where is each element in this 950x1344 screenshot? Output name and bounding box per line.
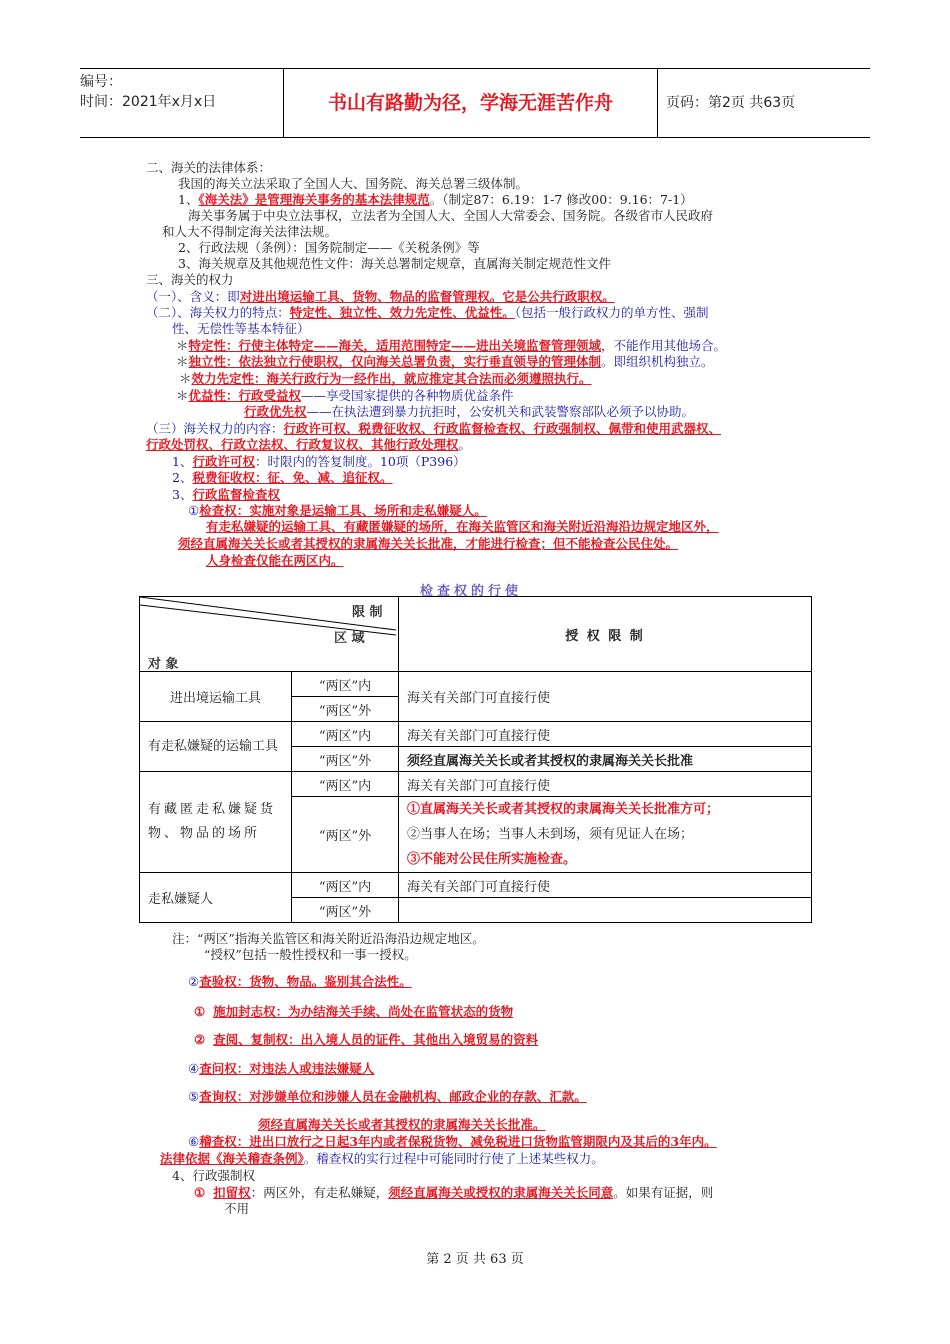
body-text: （三）海关权力的内容：行政许可权、税费征收权、行政监督检查权、行政强制权、佩带和使用武器权、 <box>146 421 722 436</box>
body-text: ＊优益性：行政受益权——享受国家提供的各种物质优益条件 <box>176 388 514 403</box>
body-text: ＊效力先定性：海关行政行为一经作出，就应推定其合法而必须遵照执行。 <box>179 371 592 386</box>
body-text: ① 施加封志权：为办结海关手续、尚处在监管状态的货物 <box>194 1004 514 1019</box>
row-object: 进出境运输工具 <box>140 672 292 722</box>
auth-line-3: ③不能对公民住所实施检查。 <box>407 852 577 867</box>
body-text: ①检查权：实施对象是运输工具、场所和走私嫌疑人。 <box>188 503 487 518</box>
zone-in: “两区”内 <box>292 772 399 797</box>
body-text: ②查验权：货物、物品。鉴别其合法性。 <box>188 974 412 989</box>
body-text: 有走私嫌疑的运输工具、有藏匿嫌疑的场所，在海关监管区和海关附近沿海沿边规定地区外， <box>206 519 719 534</box>
header-meta <box>80 69 280 140</box>
body-text: 2、行政法规（条例）：国务院制定——《关税条例》等 <box>178 240 480 255</box>
body-text: ④查问权：对违法人或违法嫌疑人 <box>188 1061 375 1076</box>
body-text: 不用 <box>224 1201 250 1216</box>
auth-cell-empty <box>399 898 812 923</box>
body-text: 我国的海关立法采取了全国人大、国务院、海关总署三级体制。 <box>178 176 529 191</box>
zone-out: “两区”外 <box>292 898 399 923</box>
zone-out: “两区”外 <box>292 797 399 873</box>
zone-in: “两区”内 <box>292 873 399 898</box>
section-heading: 三、海关的权力 <box>146 272 234 287</box>
page-header <box>80 68 870 138</box>
auth-header: 授 权 限 制 <box>399 597 812 672</box>
corner-object: 对 象 <box>148 657 179 672</box>
section-heading: 二、海关的法律体系： <box>146 160 272 175</box>
zone-out: “两区”外 <box>292 747 399 772</box>
page-footer: 第 2 页 共 63 页 <box>426 1252 524 1267</box>
zone-in: “两区”内 <box>292 722 399 747</box>
auth-line-2: ②当事人在场；当事人未到场，须有见证人在场； <box>407 827 694 842</box>
zone-out: “两区”外 <box>292 697 399 722</box>
body-text: 须经直属海关关长或者其授权的隶属海关关长批准，才能进行检查；但不能检查公民住处。 <box>178 536 679 551</box>
body-text: ② 查阅、复制权：出入境人员的证件、其他出入境贸易的资料 <box>194 1032 539 1047</box>
inspection-table <box>139 596 812 923</box>
body-text: 和人大不得制定海关法律法规。 <box>162 224 338 239</box>
number-label: 编号： <box>80 74 122 90</box>
body-text: 3、海关规章及其他规范性文件：海关总署制定规章，直属海关制定规范性文件 <box>178 256 611 271</box>
note-text: 注：“两区”指海关监管区和海关附近沿海沿边规定地区。 <box>172 931 485 946</box>
body-text: ＊独立性：依法独立行使职权，仅向海关总署负责，实行垂直领导的管理体制。即组织机构独立。 <box>176 354 714 369</box>
auth-cell: 海关有关部门可直接行使 <box>399 873 812 898</box>
auth-line-1: ①直属海关关长或者其授权的隶属海关关长批准方可； <box>407 802 720 817</box>
body-text: 法律依据《海关稽查条例》。稽查权的实行过程中可能同时行使了上述某些权力。 <box>160 1151 604 1166</box>
body-text: 人身检查仅能在两区内。 <box>206 553 344 568</box>
corner-area: 区 域 <box>334 631 365 646</box>
corner-limit: 限 制 <box>352 605 383 620</box>
body-text: 行政优先权——在执法遭到暴力抗拒时，公安机关和武装警察部队必须予以协助。 <box>244 404 695 419</box>
auth-cell <box>399 797 812 873</box>
body-text: 3、行政监督检查权 <box>172 487 280 502</box>
note-text: “授权”包括一般性授权和一事一授权。 <box>204 947 417 962</box>
body-text: 4、行政强制权 <box>172 1168 255 1183</box>
auth-cell: 海关有关部门可直接行使 <box>399 722 812 747</box>
body-text: ＊特定性：行使主体特定——海关，适用范围特定——进出关境监督管理领域，不能作用其他场合。 <box>176 338 727 353</box>
body-text: 海关事务属于中央立法事权，立法者为全国人大、全国人大常委会、国务院。各级省市人民政府 <box>188 208 714 223</box>
corner-cell <box>140 597 399 672</box>
body-text: （二）、海关权力的特点：特定性、独立性、效力先定性、优益性。（包括一般行政权力的单方性、强制 <box>146 305 709 320</box>
auth-cell: 须经直属海关关长或者其授权的隶属海关关长批准 <box>399 747 812 772</box>
body-text: ⑥稽查权：进出口放行之日起3年内或者保税货物、减免税进口货物监管期限内及其后的3年内。 <box>188 1134 717 1149</box>
body-text: 性、无偿性等基本特征） <box>172 321 310 336</box>
header-page-label: 页码：第2页 共63页 <box>666 95 796 111</box>
auth-cell: 海关有关部门可直接行使 <box>399 772 812 797</box>
row-object: 有走私嫌疑的运输工具 <box>140 722 292 772</box>
row-object: 走私嫌疑人 <box>140 873 292 923</box>
body-text: 2、税费征收权：征、免、减、追征权。 <box>172 470 393 485</box>
body-text: 须经直属海关关长或者其授权的隶属海关关长批准。 <box>258 1117 546 1132</box>
body-text: ⑤查询权：对涉嫌单位和涉嫌人员在金融机构、邮政企业的存款、汇款。 <box>188 1089 587 1104</box>
zone-in: “两区”内 <box>292 672 399 697</box>
auth-cell: 海关有关部门可直接行使 <box>399 672 812 722</box>
table-title: 检查权的行使 <box>420 584 523 599</box>
body-text: （一）、含义：即对进出境运输工具、货物、物品的监督管理权。它是公共行政职权。 <box>146 289 615 304</box>
time-label: 时间：2021年x月x日 <box>80 94 217 110</box>
row-object: 有藏匿走私嫌疑货物、物品的场所 <box>140 772 292 873</box>
body-text: 1、《海关法》是管理海关事务的基本法律规范。（制定87：6.19：1-7 修改00：9.16：7-1） <box>178 192 693 207</box>
header-motto: 书山有路勤为径，学海无涯苦作舟 <box>283 69 658 137</box>
body-text: ① 扣留权：两区外，有走私嫌疑，须经直属海关或授权的隶属海关关长同意。如果有证据，则 <box>194 1185 714 1200</box>
body-text: 行政处罚权、行政立法权、行政复议权、其他行政处理权。 <box>146 437 472 452</box>
body-text: 1、行政许可权：时限内的答复制度。10项（P396） <box>172 454 466 469</box>
